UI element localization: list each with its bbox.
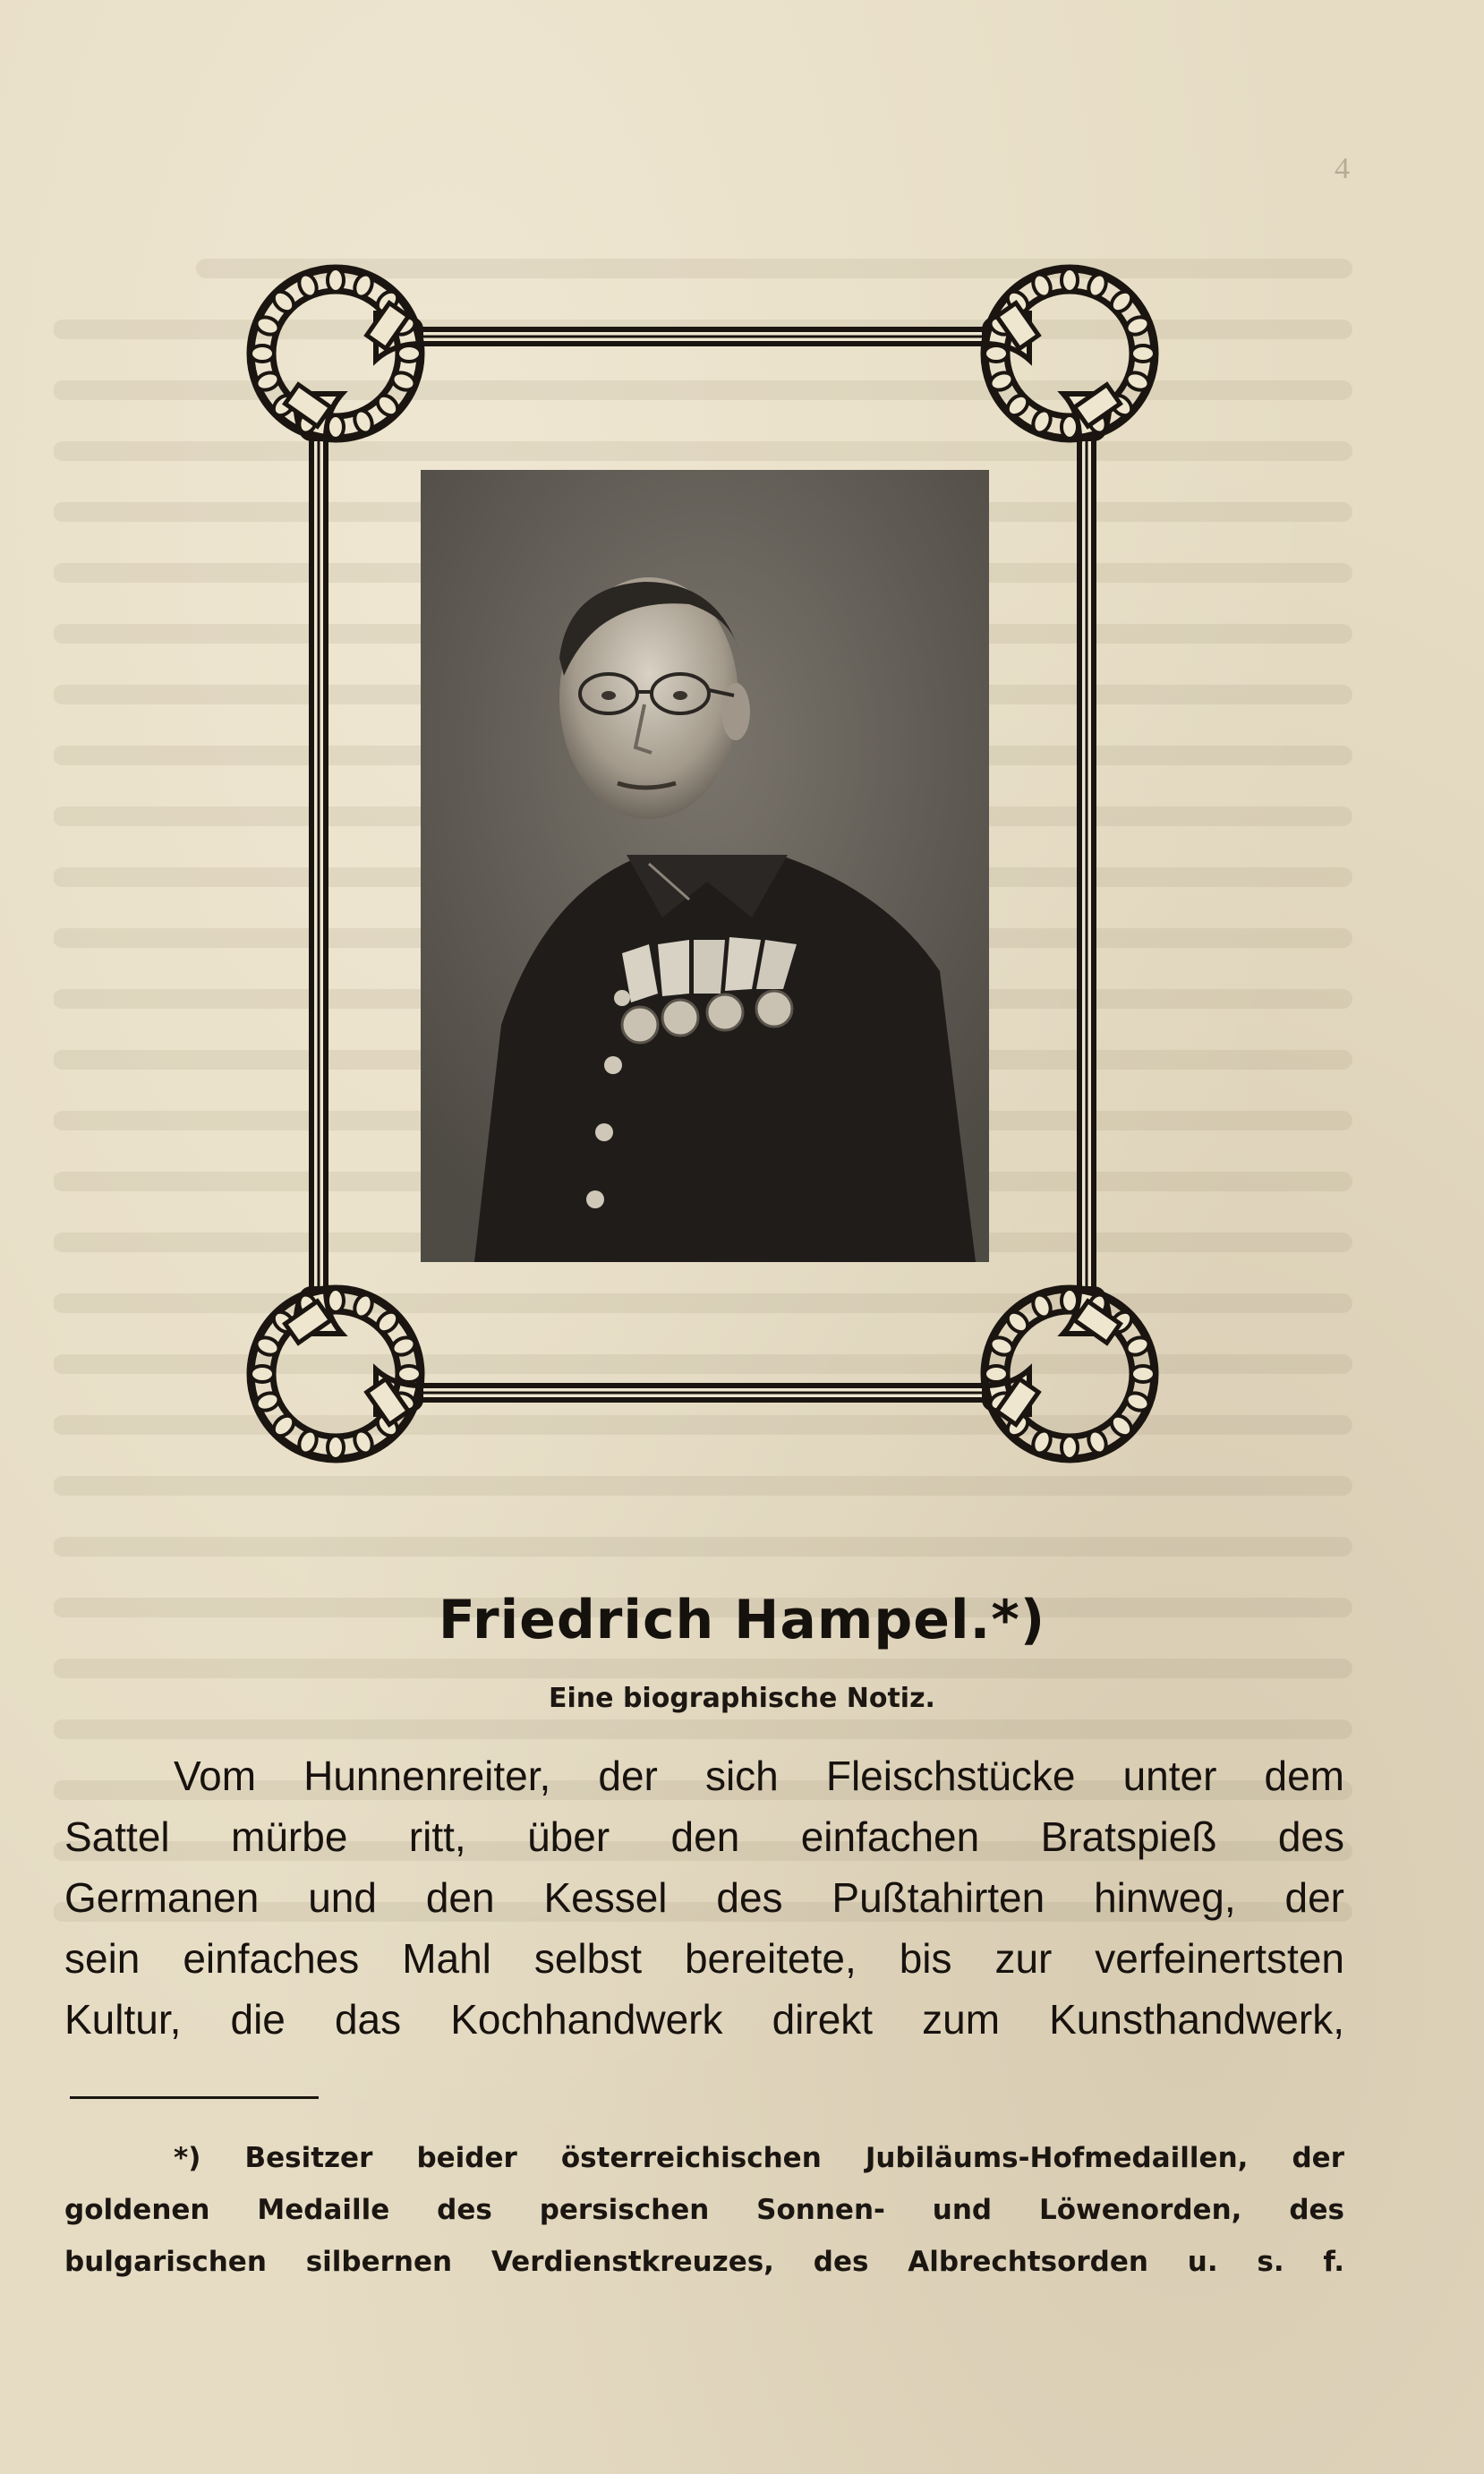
footnote-divider [70, 2096, 319, 2099]
footnote [64, 2132, 1344, 2288]
page-number: 4 [1335, 152, 1350, 185]
body-line: Vom Hunnenreiter, der sich Fleischstücke unter dem [174, 1753, 1344, 1799]
body-line: sein einfaches Mahl selbst bereitete, bis zur verfeinertsten [64, 1935, 1344, 1982]
body-line: Kultur, die das Kochhandwerk direkt zum Kunsthandwerk, [64, 1996, 1344, 2043]
footnote-line: goldenen Medaille des persischen Sonnen- und Löwenorden, des [64, 2194, 1344, 2226]
footnote-line: bulgarischen silbernen Verdienstkreuzes, des Albrechtsorden u. s. f. [64, 2246, 1344, 2278]
body-paragraph [64, 1745, 1344, 2050]
portrait-photo [421, 470, 989, 1262]
article-title: Friedrich Hampel.*) [438, 1589, 1046, 1651]
body-line: Sattel mürbe ritt, über den einfachen Bratspieß des [64, 1813, 1344, 1860]
body-line: Germanen und den Kessel des Pußtahirten hinweg, der [64, 1874, 1344, 1921]
article-subtitle: Eine biographische Notiz. [549, 1683, 935, 1714]
portrait-figure [421, 470, 989, 1262]
footnote-line: *) Besitzer beider österreichischen Jubiläums-Hofmedaillen, der [174, 2142, 1344, 2174]
